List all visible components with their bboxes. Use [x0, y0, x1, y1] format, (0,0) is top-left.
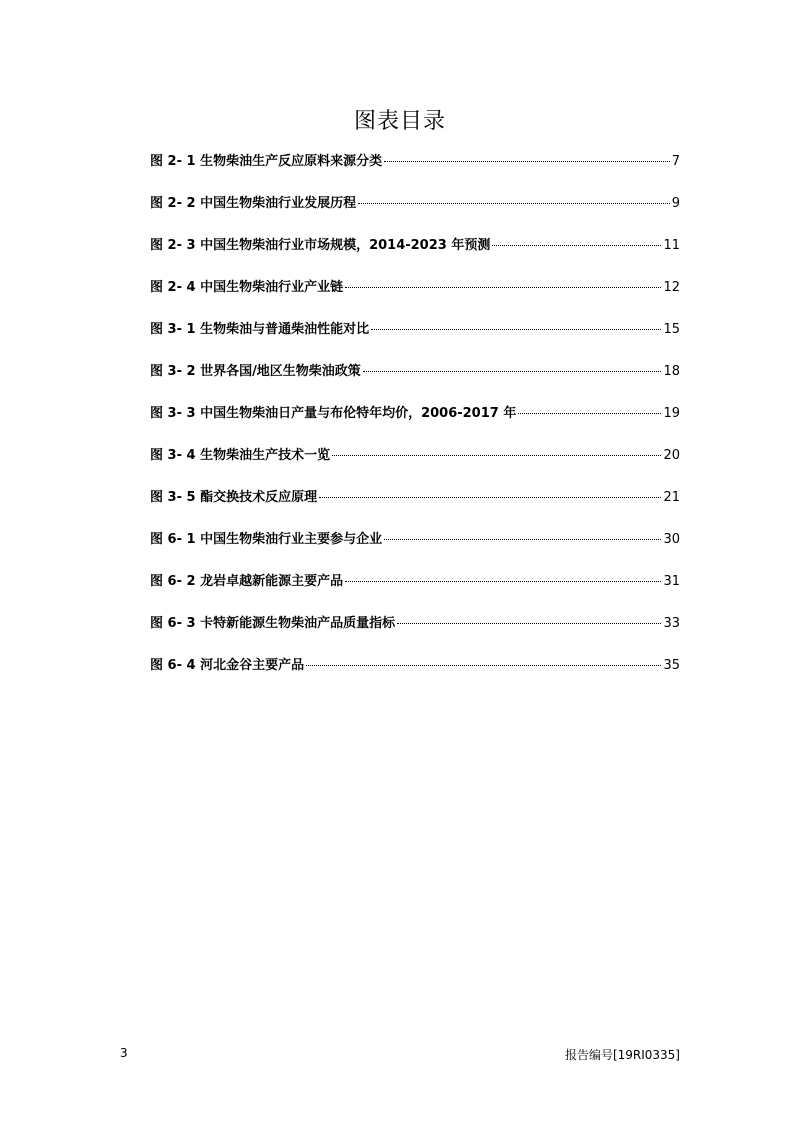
toc-entry-label: 图 3- 2 世界各国/地区生物柴油政策: [150, 364, 361, 379]
toc-entry[interactable]: [150, 234, 680, 276]
toc-leader-dots: [397, 623, 661, 624]
toc-entry-page: 20: [663, 448, 680, 463]
page-title: 图表目录: [353, 109, 446, 134]
toc-entry-page: 12: [663, 280, 680, 295]
toc-entry[interactable]: [150, 402, 680, 444]
toc-entry-page: 31: [663, 574, 680, 589]
toc-entry-page: 35: [663, 658, 680, 673]
toc-entry-label: 图 3- 5 酯交换技术反应原理: [150, 490, 318, 505]
toc-entry[interactable]: [150, 570, 680, 612]
toc-entry[interactable]: [150, 612, 680, 654]
toc-leader-dots: [358, 203, 670, 204]
toc-entry-page: 19: [663, 406, 680, 421]
toc-entry[interactable]: [150, 486, 680, 528]
toc-entry-label: 图 6- 3 卡特新能源生物柴油产品质量指标: [150, 616, 396, 631]
toc-entry-label: 图 6- 1 中国生物柴油行业主要参与企业: [150, 532, 383, 547]
toc-entry[interactable]: [150, 318, 680, 360]
toc-entry-label: 图 3- 4 生物柴油生产技术一览: [150, 448, 331, 463]
toc-list: [150, 150, 680, 696]
toc-entry[interactable]: [150, 276, 680, 318]
toc-leader-dots: [518, 413, 661, 414]
toc-entry-page: 33: [663, 616, 680, 631]
toc-entry-page: 15: [663, 322, 680, 337]
toc-entry-label: 图 2- 3 中国生物柴油行业市场规模，2014-2023 年预测: [150, 238, 491, 253]
toc-entry[interactable]: [150, 150, 680, 192]
toc-entry[interactable]: [150, 192, 680, 234]
toc-entry-label: 图 2- 1 生物柴油生产反应原料来源分类: [150, 154, 383, 169]
toc-entry-page: 18: [663, 364, 680, 379]
toc-entry-page: 30: [663, 532, 680, 547]
toc-leader-dots: [319, 497, 661, 498]
toc-entry[interactable]: [150, 444, 680, 486]
toc-entry-label: 图 3- 1 生物柴油与普通柴油性能对比: [150, 322, 370, 337]
toc-leader-dots: [332, 455, 661, 456]
toc-leader-dots: [371, 329, 661, 330]
toc-entry-page: 21: [663, 490, 680, 505]
toc-leader-dots: [363, 371, 662, 372]
toc-entry[interactable]: [150, 360, 680, 402]
toc-leader-dots: [384, 539, 661, 540]
toc-entry-label: 图 2- 4 中国生物柴油行业产业链: [150, 280, 344, 295]
toc-entry-label: 图 6- 2 龙岩卓越新能源主要产品: [150, 574, 344, 589]
toc-entry-label: 图 3- 3 中国生物柴油日产量与布伦特年均价，2006-2017 年: [150, 406, 517, 421]
toc-entry-page: 11: [663, 238, 680, 253]
toc-entry-label: 图 6- 4 河北金谷主要产品: [150, 658, 305, 673]
toc-entry[interactable]: [150, 654, 680, 696]
footer-page-number: 3: [120, 1046, 128, 1060]
toc-entry-page: 9: [671, 196, 680, 211]
toc-leader-dots: [492, 245, 661, 246]
toc-leader-dots: [345, 581, 661, 582]
toc-leader-dots: [306, 665, 661, 666]
toc-entry[interactable]: [150, 528, 680, 570]
footer-report-id: 报告编号[19RI0335]: [564, 1048, 680, 1062]
toc-entry-label: 图 2- 2 中国生物柴油行业发展历程: [150, 196, 357, 211]
toc-entry-page: 7: [671, 154, 680, 169]
toc-leader-dots: [384, 161, 670, 162]
toc-leader-dots: [345, 287, 661, 288]
